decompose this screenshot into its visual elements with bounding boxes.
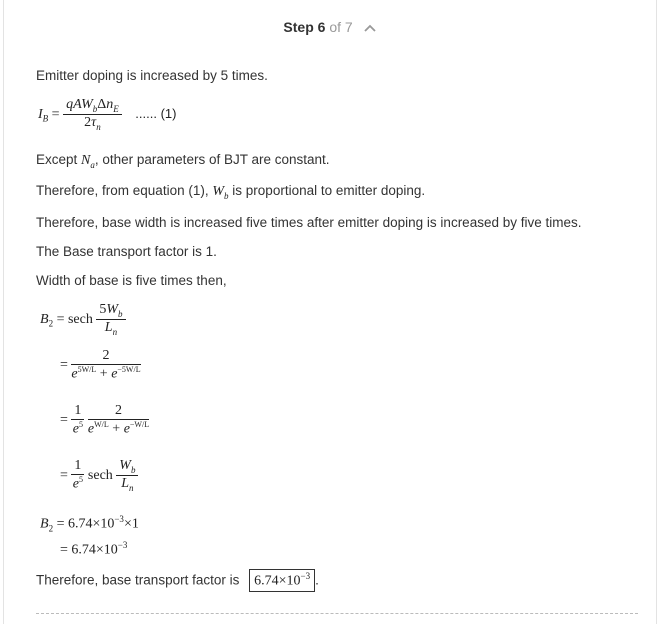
text-line-base-width: Therefore, base width is increased five times after emitter doping is increased by five times. — [36, 215, 582, 230]
answer-box: $6.74\times 10^{-3}$ — [249, 569, 315, 592]
equation-b2-factored: = $\frac{1}{e^5}$ $\frac{2}{e^{W/L} + e^{-W/L}}$ — [60, 403, 150, 437]
equation-1: $I_B$ = $\frac{qAW_b\Delta n_E}{2\tau_n}$ ...... (1) — [38, 97, 177, 132]
equation-b2-sech: $B_2 = \sec h$ $\frac{5W_b}{L_n}$ — [40, 302, 126, 337]
solution-step-card — [3, 0, 657, 624]
chevron-up-icon[interactable] — [363, 23, 377, 33]
equation-b2-final: = $6.74\times 10^{-3}$ — [60, 540, 128, 558]
step-header[interactable] — [4, 18, 656, 36]
text-line-except: Except $N_a$, other parameters of BJT are constant. — [36, 152, 330, 170]
text-line-answer: Therefore, base transport factor is $6.74\times 10^{-3}$ . — [36, 569, 319, 592]
text-line-proportional: Therefore, from equation (1), $W_b$ is proportional to emitter doping. — [36, 183, 426, 201]
text-line-transport-factor: The Base transport factor is 1. — [36, 244, 217, 259]
text-line-width-five-times: Width of base is five times then, — [36, 273, 227, 288]
equation-b2-exp-form: = $\frac{2}{e^{5W/L} + e^{-5W/L}}$ — [60, 348, 141, 382]
step-count: of 7 — [329, 19, 353, 35]
text-line-emitter-doping: Emitter doping is increased by 5 times. — [36, 68, 268, 83]
symbol-wb: $W_b$ — [212, 184, 229, 201]
equation-b2-sech-factored: = $\frac{1}{e^5}$ sech $\frac{W_b}{L_n}$ — [60, 458, 138, 493]
equation-1-label: ...... (1) — [135, 105, 177, 121]
equation-b2-result: $B_2 = 6.74\times 10^{-3}\times 1$ — [40, 514, 139, 534]
section-divider — [36, 613, 638, 614]
step-title: Step 6 — [283, 19, 326, 35]
symbol-na: $N_a$ — [81, 153, 95, 170]
